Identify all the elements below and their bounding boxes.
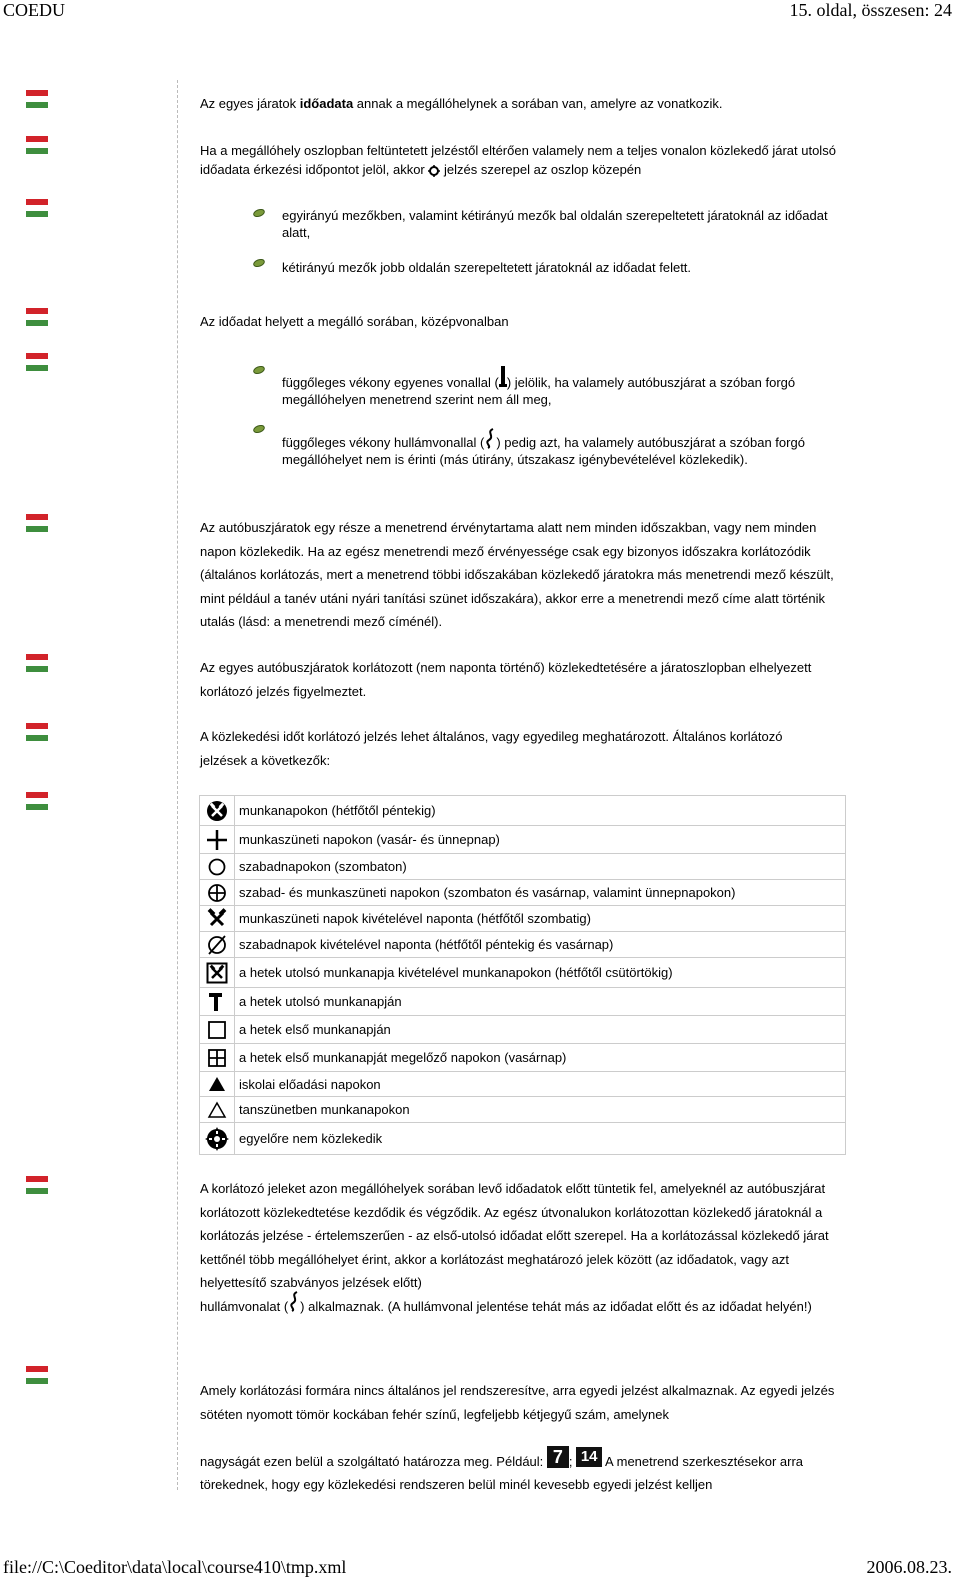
table-row	[200, 906, 846, 932]
cross-icon	[206, 829, 228, 851]
hungarian-flag-icon[interactable]	[26, 308, 48, 326]
square-cross-icon	[206, 1047, 228, 1069]
bullet-straight-line: függőleges vékony egyenes vonallal ( ) jelölik, ha valamely autóbuszjárat a szóban forgó megállóhelyen menetrend szerint nem áll meg,	[282, 374, 842, 408]
hungarian-flag-icon[interactable]	[26, 1366, 48, 1384]
table-row	[200, 932, 846, 958]
hungarian-flag-icon[interactable]	[26, 723, 48, 741]
table-row	[200, 880, 846, 906]
restriction-text: a hetek utolsó munkanapján	[235, 988, 846, 1016]
hungarian-flag-icon[interactable]	[26, 136, 48, 154]
table-row	[200, 1072, 846, 1097]
paragraph-restricted-warning: Az egyes autóbuszjáratok korlátozott (nem naponta történő) közlekedtetésére a járatoszlopban elhelyezett korlátozó jelzés figyelmeztet.	[200, 660, 812, 699]
paragraph-arrival-mark: Ha a megállóhely oszlopban feltüntetett jelzéstől eltérően valamely nem a teljes vonalon közlekedő járat utolsó időadata érkezési időpontot jelöl, akkor jelzés szerepel az oszlop közepén	[200, 143, 836, 177]
restriction-text: a hetek első munkanapján	[235, 1016, 846, 1044]
print-date: 2006.08.23.	[866, 1557, 952, 1577]
restriction-text: szabad- és munkaszüneti napokon (szombaton és vasárnap, valamint ünnepnapokon)	[235, 880, 846, 906]
leaf-bullet-icon	[252, 208, 266, 218]
table-row	[200, 854, 846, 880]
paragraph-midline: Az időadat helyett a megálló sorában, középvonalban	[200, 314, 509, 329]
vertical-line-icon	[499, 366, 507, 388]
table-row	[200, 1044, 846, 1072]
table-row	[200, 796, 846, 826]
paragraph-custom-marks: Amely korlátozási formára nincs általános jel rendszeresítve, arra egyedi jelzést alkalmaznak. Az egyedi jelzés sötéten nyomott tömör kockában fehér színű, legfeljebb kétjegyű szám, amelynek nagyságát ezen belül a szolgáltató határozza meg. Például: 7 ; 14 A menetrend szerkesztésekor arra törekednek, hogy egy közlekedési rendszeren belül minél kevesebb egyedi jelzést kelljen	[200, 1383, 835, 1492]
restriction-text: tanszünetben munkanapokon	[235, 1097, 846, 1123]
hungarian-flag-icon[interactable]	[26, 353, 48, 371]
hungarian-flag-icon[interactable]	[26, 654, 48, 672]
filled-triangle-icon	[206, 1074, 228, 1094]
circle-slash-icon	[206, 934, 228, 956]
restriction-text: iskolai előadási napokon	[235, 1072, 846, 1097]
circle-cross-icon	[206, 882, 228, 904]
restriction-text: a hetek első munkanapját megelőző napokon (vasárnap)	[235, 1044, 846, 1072]
custom-mark-7: 7	[547, 1446, 569, 1468]
restriction-text: munkaszüneti napokon (vasár- és ünnepnap)	[235, 826, 846, 854]
restriction-marks-table	[199, 795, 846, 1155]
hungarian-flag-icon[interactable]	[26, 199, 48, 217]
custom-mark-14: 14	[576, 1447, 602, 1467]
restriction-text: szabadnapokon (szombaton)	[235, 854, 846, 880]
wavy-line-icon	[484, 427, 496, 449]
outline-triangle-icon	[206, 1100, 228, 1120]
file-path: file://C:\Coeditor\data\local\course410\tmp.xml	[3, 1557, 347, 1577]
table-row	[200, 826, 846, 854]
hungarian-flag-icon[interactable]	[26, 792, 48, 810]
wheel-icon	[204, 1126, 230, 1152]
square-icon	[206, 1019, 228, 1041]
table-row	[200, 958, 846, 988]
hungarian-flag-icon[interactable]	[26, 90, 48, 108]
paragraph-time-data: Az egyes járatok időadata annak a megállóhelynek a sorában van, amelyre az vonatkozik.	[200, 96, 723, 111]
restriction-text: munkaszüneti napok kivételével naponta (hétfőtől szombatig)	[235, 906, 846, 932]
restriction-text: szabadnapok kivételével naponta (hétfőtől péntekig és vasárnap)	[235, 932, 846, 958]
hammers-circle-icon	[206, 800, 228, 822]
bullet-wavy-line: függőleges vékony hullámvonallal ( ) pedig azt, ha valamely autóbuszjárat a szóban forgó megállóhelyet nem is érinti (más útirány, útszakasz igénybevételével közlekedik).	[282, 434, 842, 468]
restriction-text: egyelőre nem közlekedik	[235, 1123, 846, 1155]
paragraph-restrictions-intro: Az autóbuszjáratok egy része a menetrend érvénytartama alatt nem minden időszakban, vagy nem minden napon közlekedik. Ha az egész menetrendi mező érvényessége csak egy bizonyos időszakra korlátozódik (általános korlátozás, mert a menetrend többi időszakában közlekedő járatokra más menetrendi mező készült, mint például a tanév utáni nyári tanítási szünet időszakára), akkor erre a menetrendi mező címe alatt történik utalás (lásd: a menetrendi mező címénél).	[200, 520, 834, 629]
table-row	[200, 1097, 846, 1123]
circle-icon	[206, 856, 228, 878]
hammers-icon	[206, 908, 228, 930]
hammers-square-icon	[206, 962, 228, 984]
paragraph-general-marks: A közlekedési időt korlátozó jelzés lehet általános, vagy egyedileg meghatározott. Általános korlátozó jelzések a következők:	[200, 729, 783, 768]
bullet-one-direction: egyirányú mezőkben, valamint kétirányú mezők bal oldalán szerepeltetett járatoknál az időadat alatt,	[282, 208, 828, 240]
wavy-line-icon	[288, 1290, 300, 1312]
header-title: COEDU	[3, 0, 65, 20]
table-row	[200, 1123, 846, 1155]
t-bar-icon	[206, 991, 228, 1013]
leaf-bullet-icon	[252, 258, 266, 268]
hungarian-flag-icon[interactable]	[26, 1176, 48, 1194]
restriction-text: a hetek utolsó munkanapja kivételével munkanapokon (hétfőtől csütörtökig)	[235, 958, 846, 988]
hungarian-flag-icon[interactable]	[26, 514, 48, 532]
arrival-ring-icon	[428, 165, 440, 177]
bullet-two-direction: kétirányú mezők jobb oldalán szerepeltetett járatoknál az időadat felett.	[282, 260, 692, 275]
table-row	[200, 1016, 846, 1044]
content-divider	[177, 80, 178, 1490]
restriction-text: munkanapokon (hétfőtől péntekig)	[235, 796, 846, 826]
table-row	[200, 988, 846, 1016]
page-counter: 15. oldal, összesen: 24	[789, 0, 952, 20]
leaf-bullet-icon	[252, 424, 266, 434]
leaf-bullet-icon	[252, 365, 266, 375]
paragraph-restriction-placement: A korlátozó jeleket azon megállóhelyek sorában levő időadatok előtt tüntetik fel, amelyeknél az autóbuszjárat korlátozott közlekedtetése kezdődik és végződik. Az egész útvonalukon korlátozottan közlekedő járatoknál a korlátozás jelzése - értelemszerűen - az első-utolsó időadat előtt szerepel. Ha a korlátozással közlekedő járat kettőnél több megállóhelyet érint, akkor a korlátozást meghatározó jelek között (az időadatok, vagy azt helyettesítő szabványos jelzések előtt) hullámvonalat ( ) alkalmaznak. (A hullámvonal jelentése tehát más az időadat előtt és az időadat helyén!)	[200, 1181, 829, 1314]
